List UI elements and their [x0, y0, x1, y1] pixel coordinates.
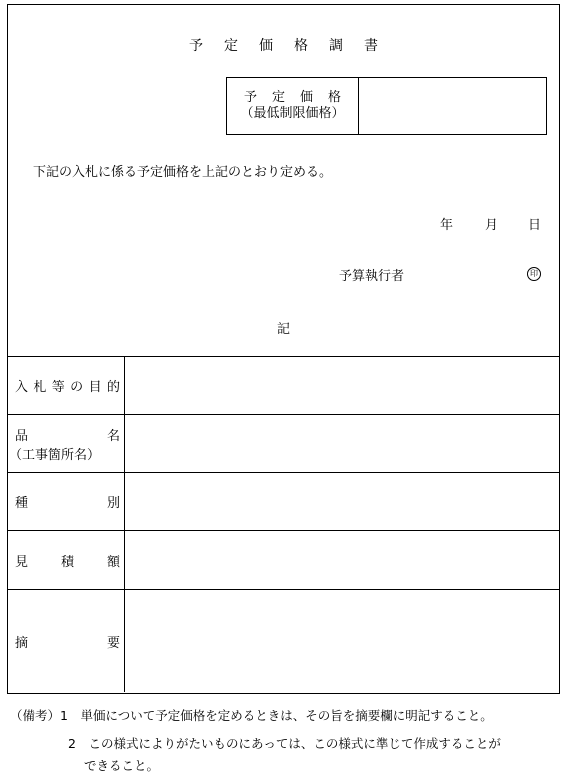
row-label-char: 額 — [106, 554, 120, 570]
row-label-char: 目 — [88, 380, 102, 395]
row-label-text — [15, 425, 120, 444]
note-item-1 — [10, 705, 493, 727]
details-table — [8, 356, 559, 692]
row-label-type — [8, 473, 125, 530]
document-title: 予定価格調書 — [189, 38, 399, 54]
row-label-purpose — [8, 357, 125, 414]
document-frame — [7, 4, 560, 694]
row-value-type[interactable] — [125, 473, 559, 530]
row-label-sub: （工事箇所名） — [9, 447, 101, 463]
note-item-2: 2 この様式によりがたいものにあっては、この様式に準じて作成することが — [68, 736, 501, 751]
row-label-char: 別 — [106, 496, 120, 511]
row-value-estimate[interactable] — [125, 531, 559, 589]
table-row-estimate — [8, 531, 559, 590]
statement-text: 下記の入札に係る予定価格を上記のとおり定める。 — [33, 165, 333, 180]
row-label-text — [15, 376, 120, 395]
row-label-item-name — [8, 415, 125, 472]
row-label-char: 積 — [60, 554, 74, 570]
row-label-text — [15, 551, 120, 570]
note-item-2-cont: できること。 — [84, 758, 160, 773]
row-label-char: 摘 — [15, 635, 29, 651]
row-value-remarks[interactable] — [125, 590, 559, 692]
row-label-char: 品 — [15, 428, 29, 444]
note-prefix: （備考） — [10, 708, 61, 723]
table-row-remarks — [8, 590, 559, 692]
table-row-type — [8, 473, 559, 531]
row-label-text — [15, 632, 120, 651]
date-year: 年 — [440, 218, 454, 233]
planned-price-label-line1: 予定価格 — [243, 90, 356, 105]
row-label-char: 等 — [51, 380, 65, 395]
budget-executor-label: 予算執行者 — [339, 269, 405, 284]
row-value-item-name[interactable] — [125, 415, 559, 472]
row-label-char: の — [70, 380, 84, 395]
row-label-char: 見 — [15, 554, 29, 570]
row-label-char: 入 — [15, 380, 29, 395]
row-label-char: 名 — [106, 428, 120, 444]
date-month: 月 — [485, 218, 499, 233]
planned-price-label-line2: （最低制限価格） — [240, 106, 345, 121]
planned-price-label — [227, 78, 359, 134]
row-label-char: 種 — [15, 496, 29, 511]
table-row-item-name — [8, 415, 559, 473]
row-label-estimate — [8, 531, 125, 589]
row-label-char: 的 — [106, 380, 120, 395]
seal-mark: 印 — [527, 267, 541, 281]
row-label-remarks — [8, 590, 125, 692]
planned-price-value[interactable] — [359, 78, 546, 134]
row-label-text — [15, 492, 120, 511]
row-label-char: 要 — [106, 635, 120, 651]
table-row-purpose — [8, 357, 559, 415]
row-label-char: 札 — [33, 380, 47, 395]
planned-price-box — [226, 77, 547, 135]
date-day: 日 — [528, 218, 542, 233]
row-value-purpose[interactable] — [125, 357, 559, 414]
note-1-text: 1 単価について予定価格を定めるときは、その旨を摘要欄に明記すること。 — [60, 708, 493, 723]
ki-heading: 記 — [276, 322, 290, 337]
